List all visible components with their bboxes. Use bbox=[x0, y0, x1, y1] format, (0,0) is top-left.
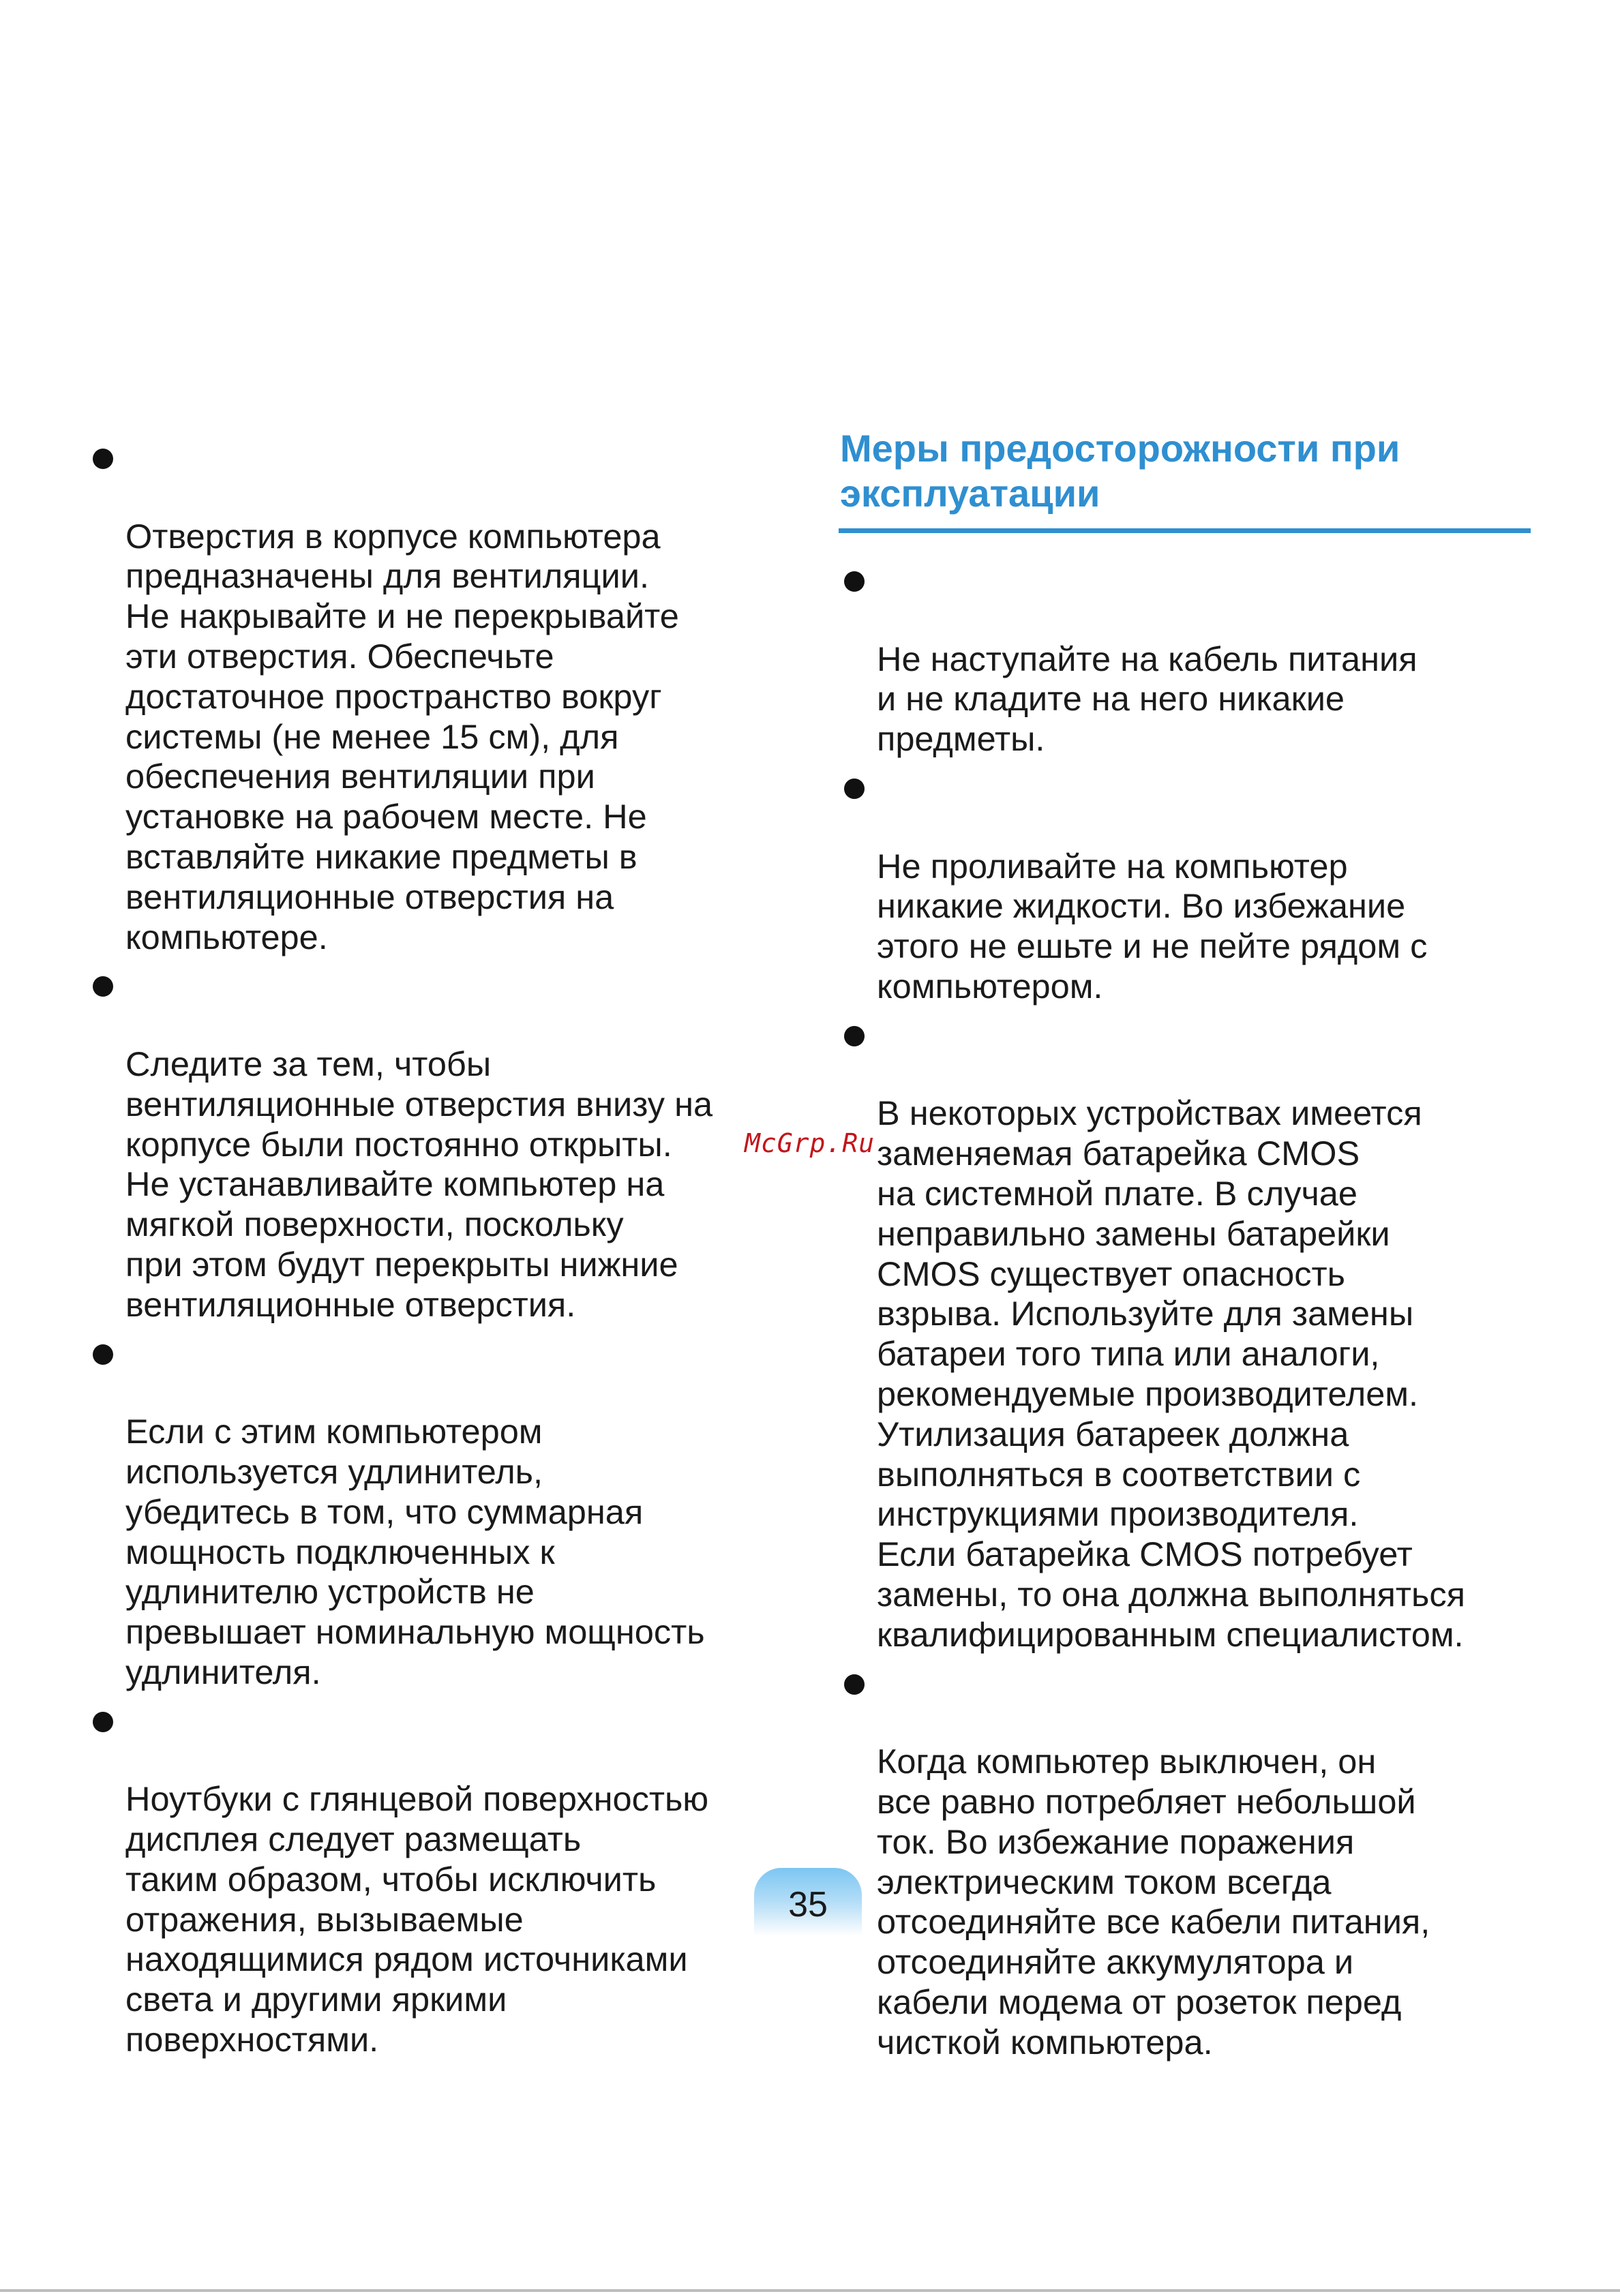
right-bullet-list bbox=[840, 559, 1534, 2062]
list-item bbox=[89, 1700, 784, 2060]
bullet-icon bbox=[844, 1674, 865, 1695]
section-title: Меры предосторожности при эксплуатации bbox=[840, 427, 1400, 515]
bottom-divider bbox=[0, 2289, 1620, 2292]
bullet-icon bbox=[844, 571, 865, 592]
list-item-text: В некоторых устройствах имеется заменяемая батарейка CMOS на системной плате. В случае неправильно замены батарейки CMOS существует опасность взрыва. Используйте для замены батареи того типа или аналоги, рекомендуемые производителем. Утилизация батареек должна выполняться в соответствии с инструкциями производителя. Если батарейка CMOS потребует замены, то она должна выполняться квалифицированным специалистом. bbox=[877, 1093, 1465, 1654]
left-column bbox=[89, 436, 784, 2067]
list-item bbox=[840, 766, 1534, 1007]
list-item-text: Когда компьютер выключен, он все равно потребляет небольшой ток. Во избежание поражения электрическим током всегда отсоединяйте все кабели питания, отсоединяйте аккумулятора и кабели модема от розеток перед чисткой компьютера. bbox=[877, 1742, 1430, 2061]
list-item-text: Если с этим компьютером используется удлинитель, убедитесь в том, что суммарная мощность подключенных к удлинителю устройств не превышает номинальную мощность удлинителя. bbox=[125, 1412, 705, 1691]
left-bullet-list bbox=[89, 436, 784, 2060]
list-item bbox=[840, 559, 1534, 759]
watermark: McGrp.Ru bbox=[745, 1128, 875, 1158]
bullet-icon bbox=[93, 1344, 113, 1365]
page-number-tab bbox=[754, 1868, 862, 1936]
list-item-text: Следите за тем, чтобы вентиляционные отверстия внизу на корпусе были постоянно открыты. Не устанавливайте компьютер на мягкой поверхности, поскольку при этом будут перекрыты нижние вентиляционные отверстия. bbox=[125, 1044, 713, 1324]
list-item-text: Отверстия в корпусе компьютера предназначены для вентиляции. Не накрывайте и не перекрывайте эти отверстия. Обеспечьте достаточное пространство вокруг системы (не менее 15 см), для обеспечения вентиляции при установке на рабочем месте. Не вставляйте никакие предметы в вентиляционные отверстия на компьютере. bbox=[125, 516, 679, 956]
bullet-icon bbox=[93, 1712, 113, 1732]
bullet-icon bbox=[844, 779, 865, 799]
list-item-text: Ноутбуки с глянцевой поверхностью дисплея следует размещать таким образом, чтобы исключить отражения, вызываемые находящимися рядом источниками света и другими яркими поверхностями. bbox=[125, 1779, 709, 2059]
bullet-icon bbox=[93, 449, 113, 469]
list-item bbox=[89, 964, 784, 1325]
list-item bbox=[840, 1662, 1534, 2063]
list-item-text: Не наступайте на кабель питания и не кладите на него никакие предметы. bbox=[877, 639, 1418, 759]
title-underline bbox=[839, 528, 1531, 533]
page-number: 35 bbox=[788, 1885, 828, 1924]
bullet-icon bbox=[844, 1026, 865, 1046]
list-item bbox=[89, 436, 784, 957]
bullet-icon bbox=[93, 976, 113, 997]
right-column bbox=[840, 559, 1534, 2069]
list-item bbox=[840, 1014, 1534, 1655]
list-item bbox=[89, 1332, 784, 1693]
list-item-text: Не проливайте на компьютер никакие жидкости. Во избежание этого не ешьте и не пейте рядом с компьютером. bbox=[877, 846, 1428, 1006]
